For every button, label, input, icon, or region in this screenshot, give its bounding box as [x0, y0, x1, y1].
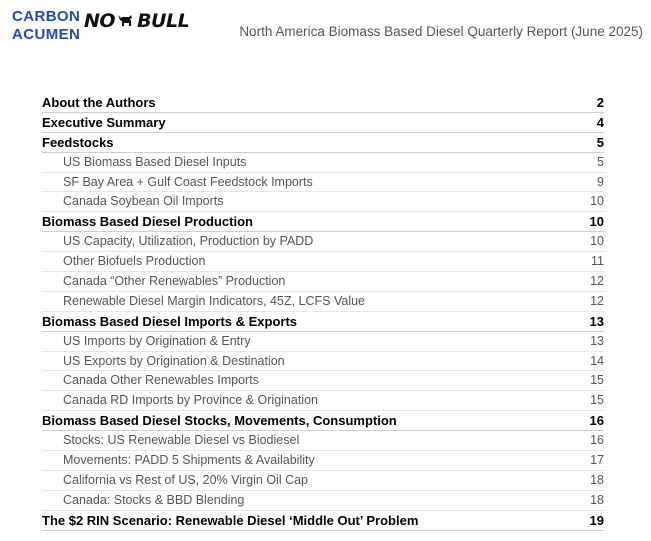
- toc-entry-page: 10: [589, 214, 604, 230]
- toc-entry-title: Renewable Diesel Margin Indicators, 45Z, LCFS Value: [63, 293, 365, 308]
- toc-section-row[interactable]: [42, 411, 604, 431]
- toc-entry-title: Canada Other Renewables Imports: [63, 373, 259, 388]
- toc-subsection-row[interactable]: [42, 491, 604, 511]
- toc-section-row[interactable]: [42, 511, 604, 531]
- toc-entry-title: California vs Rest of US, 20% Virgin Oil Cap: [63, 472, 309, 487]
- no-bull-logo-left: NO: [84, 10, 116, 32]
- toc-entry-page: 11: [591, 254, 604, 269]
- toc-subsection-row[interactable]: [42, 173, 604, 193]
- toc-entry-page: 18: [590, 472, 604, 487]
- toc-entry-title: US Capacity, Utilization, Production by PADD: [63, 234, 314, 249]
- toc-entry-title: Canada: Stocks & BBD Blending: [63, 492, 245, 507]
- toc-entry-page: 5: [596, 134, 604, 150]
- toc-entry-title: Biomass Based Diesel Production: [42, 214, 253, 230]
- toc-entry-title: About the Authors: [42, 95, 156, 110]
- toc-entry-title: Stocks: US Renewable Diesel vs Biodiesel: [63, 433, 300, 448]
- toc-entry-title: SF Bay Area + Gulf Coast Feedstock Imports: [63, 174, 313, 189]
- toc-entry-title: Biomass Based Diesel Stocks, Movements, Consumption: [42, 413, 397, 429]
- toc-entry-title: US Biomass Based Diesel Inputs: [63, 154, 247, 169]
- toc-entry-page: 14: [590, 353, 604, 368]
- toc-entry-title: Biomass Based Diesel Imports & Exports: [42, 313, 298, 329]
- toc-entry-title: Other Biofuels Production: [63, 254, 206, 269]
- no-bull-logo-right: BULL: [137, 10, 190, 32]
- toc-subsection-row[interactable]: [42, 292, 604, 312]
- toc-entry-page: 16: [590, 433, 604, 448]
- toc-subsection-row[interactable]: [42, 153, 604, 173]
- toc-entry-page: 2: [596, 95, 604, 110]
- toc-section-row[interactable]: [42, 133, 604, 153]
- toc-entry-title: US Exports by Origination & Destination: [63, 353, 285, 368]
- logo-line2: ACUMEN: [12, 26, 81, 43]
- toc-subsection-row[interactable]: [42, 371, 604, 391]
- toc-entry-page: 4: [596, 114, 604, 130]
- toc-entry-title: The $2 RIN Scenario: Renewable Diesel ‘Middle Out’ Problem: [42, 512, 419, 528]
- toc-subsection-row[interactable]: [42, 471, 604, 491]
- toc-entry-page: 9: [597, 174, 604, 189]
- report-title: North America Biomass Based Diesel Quarterly Report (June 2025): [239, 24, 643, 39]
- toc-subsection-row[interactable]: [42, 192, 604, 212]
- page-header: [0, 0, 651, 60]
- toc-section-row[interactable]: [42, 312, 604, 332]
- toc-section-row[interactable]: [42, 93, 604, 113]
- toc-entry-title: Movements: PADD 5 Shipments & Availability: [63, 453, 315, 468]
- toc-entry-page: 18: [590, 492, 604, 507]
- toc-section-row[interactable]: [42, 113, 604, 133]
- toc-subsection-row[interactable]: [42, 431, 604, 451]
- toc-entry-title: Canada Soybean Oil Imports: [63, 194, 224, 209]
- toc-entry-page: 10: [590, 234, 604, 249]
- toc-entry-page: 13: [590, 333, 604, 348]
- toc-subsection-row[interactable]: [42, 451, 604, 471]
- toc-entry-page: 15: [590, 373, 604, 388]
- toc-entry-page: 12: [590, 274, 604, 289]
- toc-entry-title: Feedstocks: [42, 134, 114, 150]
- toc-entry-title: Canada “Other Renewables” Production: [63, 274, 286, 289]
- table-of-contents: [42, 93, 604, 531]
- toc-entry-page: 16: [589, 413, 604, 429]
- toc-subsection-row[interactable]: [42, 352, 604, 372]
- toc-entry-page: 17: [590, 453, 604, 468]
- toc-subsection-row[interactable]: [42, 252, 604, 272]
- toc-entry-page: 5: [597, 154, 604, 169]
- toc-subsection-row[interactable]: [42, 232, 604, 252]
- toc-entry-page: 15: [590, 393, 604, 408]
- toc-subsection-row[interactable]: [42, 391, 604, 411]
- toc-entry-title: US Imports by Origination & Entry: [63, 333, 251, 348]
- no-bull-logo: [84, 10, 189, 32]
- logo-line1: CARBON: [12, 8, 81, 25]
- toc-entry-title: Canada RD Imports by Province & Origination: [63, 393, 318, 408]
- toc-entry-page: 12: [590, 293, 604, 308]
- bull-icon: [117, 13, 135, 29]
- toc-section-row[interactable]: [42, 212, 604, 232]
- toc-subsection-row[interactable]: [42, 272, 604, 292]
- toc-entry-page: 10: [590, 194, 604, 209]
- carbon-acumen-logo: [12, 8, 80, 44]
- toc-entry-page: 19: [589, 512, 604, 528]
- toc-entry-title: Executive Summary: [42, 114, 166, 130]
- toc-entry-page: 13: [589, 313, 604, 329]
- toc-subsection-row[interactable]: [42, 332, 604, 352]
